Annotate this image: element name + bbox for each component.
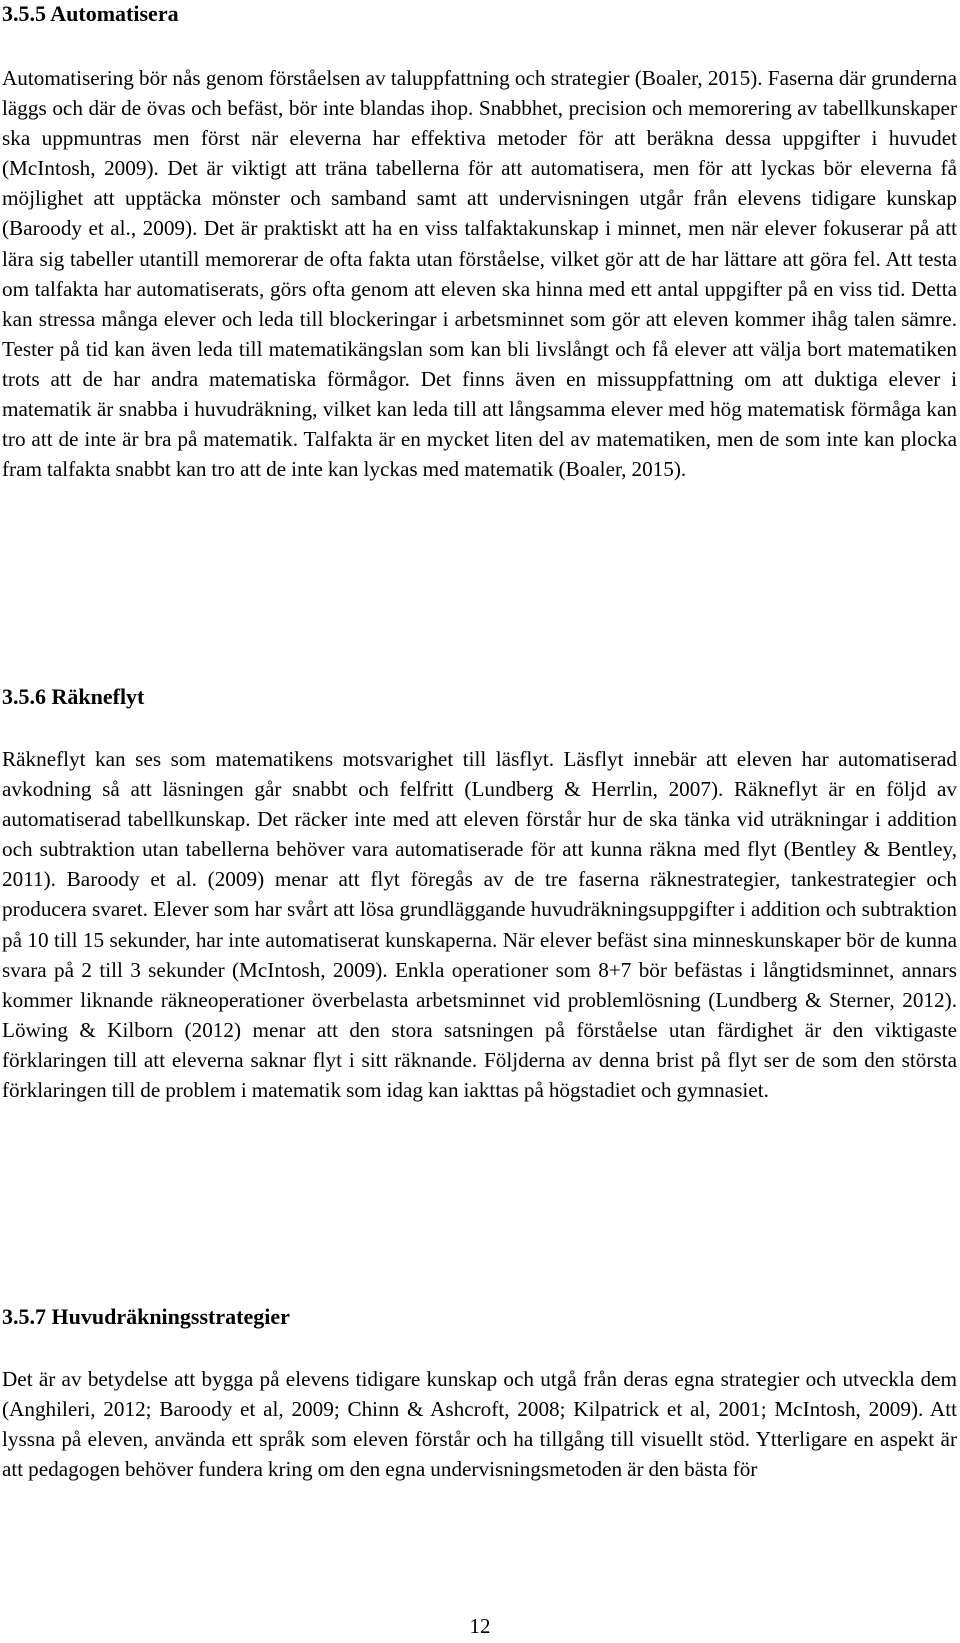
section-rakneflyt	[2, 683, 957, 1105]
section-paragraph: Automatisering bör nås genom förståelsen av taluppfattning och strategier (Boaler, 2015). Faserna där grunderna läggs och där de övas och befäst, bör inte blandas ihop. Snabbhet, precision och memorering av tabellkunskaper ska uppmuntras men först när eleverna har effektiva metoder för att beräkna dessa uppgifter i huvudet (McIntosh, 2009). Det är viktigt att träna tabellerna för att automatisera, men för att lyckas bör eleverna få möjlighet att upptäcka mönster och samband samt att undervisningen utgår från elevens tidigare kunskap (Baroody et al., 2009). Det är praktiskt att ha en viss talfaktakunskap i minnet, men när elever fokuserar på att lära sig tabeller utantill memorerar de ofta fakta utan förståelse, vilket gör att de har lättare att göra fel. Att testa om talfakta har automatiserats, görs ofta genom att eleven ska hinna med ett antal uppgifter på en viss tid. Detta kan stressa många elever och leda till blockeringar i arbetsminnet som gör att eleven kommer ihåg talen sämre. Tester på tid kan även leda till matematikängslan som kan bli livslångt och få elever att välja bort matematiken trots att de har andra matematiska förmågor. Det finns även en missuppfattning om att duktiga elever i matematik är snabba i huvudräkning, vilket kan leda till att långsamma elever med hög matematisk förmåga kan tro att de inte är bra på matematik. Talfakta är en mycket liten del av matematiken, men de som inte kan plocka fram talfakta snabbt kan tro att de inte kan lyckas med matematik (Boaler, 2015).	[2, 66, 957, 482]
section-paragraph: Räkneflyt kan ses som matematikens motsvarighet till läsflyt. Läsflyt innebär att eleven har automatiserad avkodning så att läsningen går snabbt och felfritt (Lundberg & Herrlin, 2007). Räkneflyt är en följd av automatiserad tabellkunskap. Det räcker inte med att eleven förstår hur de ska tänka vid uträkningar i addition och subtraktion utan tabellerna behöver vara automatiserade för att kunna räkna med flyt (Bentley & Bentley, 2011). Baroody et al. (2009) menar att flyt föregås av de tre faserna räknestrategier, tankestrategier och producera svaret. Elever som har svårt att lösa grundläggande huvudräkningsuppgifter i addition och subtraktion på 10 till 15 sekunder, har inte automatiserat kunskaperna. När elever befäst sina minneskunskaper bör de kunna svara på 2 till 3 sekunder (McIntosh, 2009). Enkla operationer som 8+7 bör befästas i långtidsminnet, annars kommer liknande räkneoperationer överbelasta arbetsminnet vid problemlösning (Lundberg & Sterner, 2012). Löwing & Kilborn (2012) menar att den stora satsningen på förståelse utan färdighet är den viktigaste förklaringen till att eleverna saknar flyt i sitt räknande. Följderna av denna brist på flyt ser de som den största förklaringen till de problem i matematik som idag kan iakttas på högstadiet och gymnasiet.	[2, 747, 957, 1103]
section-huvudrakningsstrategier	[2, 1303, 957, 1484]
section-automatisera	[2, 0, 957, 484]
section-paragraph: Det är av betydelse att bygga på elevens tidigare kunskap och utgå från deras egna strategier och utveckla dem (Anghileri, 2012; Baroody et al, 2009; Chinn & Ashcroft, 2008; Kilpatrick et al, 2001; McIntosh, 2009). Att lyssna på eleven, använda ett språk som eleven förstår och ha tillgång till visuellt stöd. Ytterligare en aspekt är att pedagogen behöver fundera kring om den egna undervisningsmetoden är den bästa för	[2, 1367, 957, 1482]
section-heading: 3.5.5 Automatisera	[2, 1, 179, 26]
section-heading: 3.5.6 Räkneflyt	[2, 684, 145, 709]
section-heading: 3.5.7 Huvudräkningsstrategier	[2, 1304, 290, 1329]
page-number: 12	[469, 1614, 491, 1638]
